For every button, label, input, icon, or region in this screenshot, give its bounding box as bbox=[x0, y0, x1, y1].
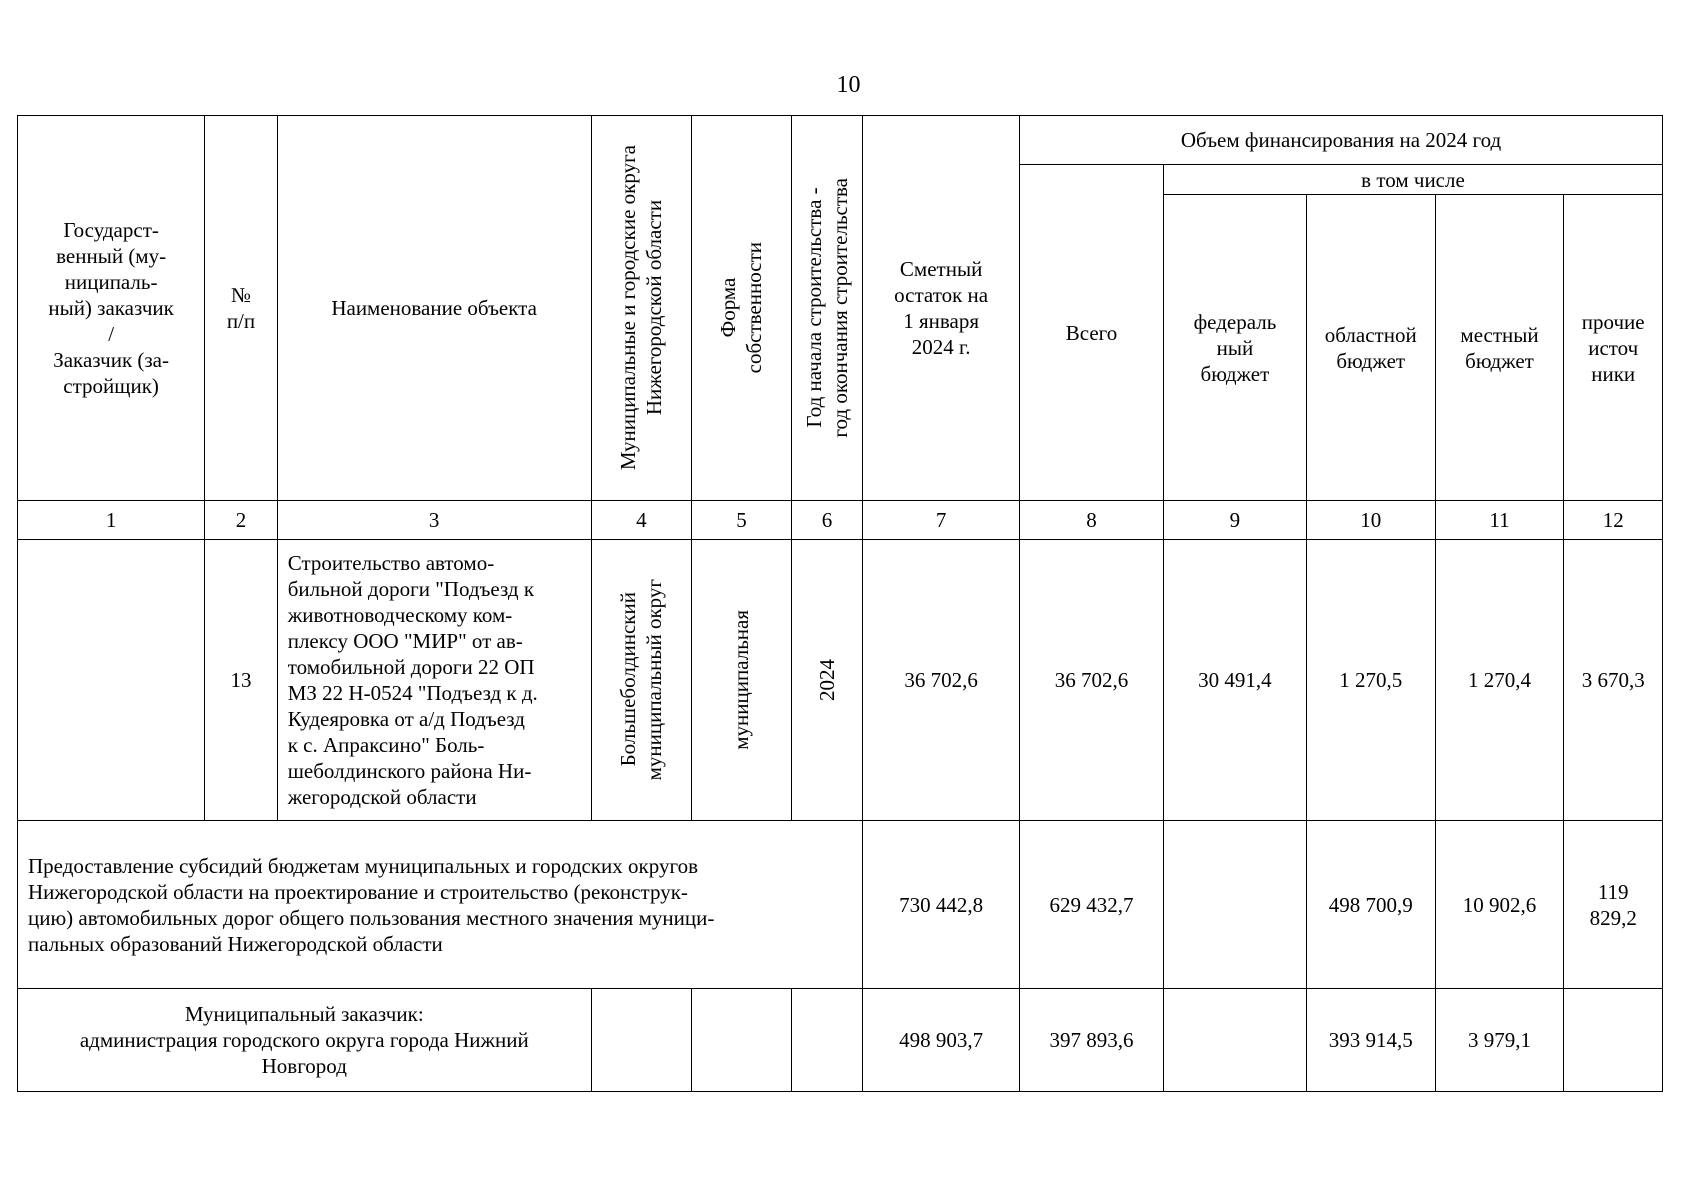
column-number: 1 bbox=[18, 501, 205, 540]
subsidy-estimate: 730 442,8 bbox=[863, 821, 1020, 989]
column-number: 8 bbox=[1020, 501, 1164, 540]
header-regional: областной бюджет bbox=[1306, 195, 1435, 501]
subsidy-total: 629 432,7 bbox=[1020, 821, 1164, 989]
column-number: 5 bbox=[692, 501, 792, 540]
subsidy-label: Предоставление субсидий бюджетам муниципальных и городских округов Нижегородской области на проектирование и строительство (реконструк- цию) автомобильных дорог общего пользования местного значения муници- пальных образований Нижегородской области bbox=[18, 821, 863, 989]
column-number: 3 bbox=[277, 501, 591, 540]
column-number: 4 bbox=[591, 501, 692, 540]
column-number: 6 bbox=[791, 501, 862, 540]
header-number: № п/п bbox=[205, 116, 278, 501]
header-funding-title: Объем финансирования на 2024 год bbox=[1020, 116, 1663, 165]
subsidy-other: 119 829,2 bbox=[1564, 821, 1663, 989]
municipal-empty-cell bbox=[692, 989, 792, 1092]
municipal-federal bbox=[1164, 989, 1307, 1092]
column-number: 11 bbox=[1435, 501, 1564, 540]
object-total: 36 702,6 bbox=[1020, 540, 1164, 821]
object-number: 13 bbox=[205, 540, 278, 821]
header-ownership-text: Форма собственности bbox=[716, 242, 767, 374]
header-object-name: Наименование объекта bbox=[277, 116, 591, 501]
object-local: 1 270,4 bbox=[1435, 540, 1564, 821]
object-estimate: 36 702,6 bbox=[863, 540, 1020, 821]
header-federal: федераль ный бюджет bbox=[1164, 195, 1307, 501]
header-years bbox=[791, 116, 862, 501]
subsidy-regional: 498 700,9 bbox=[1306, 821, 1435, 989]
column-number: 10 bbox=[1306, 501, 1435, 540]
header-estimate-balance: Сметный остаток на 1 января 2024 г. bbox=[863, 116, 1020, 501]
object-district-text: Большеболдинский муниципальный округ bbox=[616, 579, 667, 781]
column-number: 7 bbox=[863, 501, 1020, 540]
object-customer bbox=[18, 540, 205, 821]
municipal-regional: 393 914,5 bbox=[1306, 989, 1435, 1092]
header-years-text: Год начала строительства - год окончания строительства bbox=[801, 178, 852, 438]
header-ownership bbox=[692, 116, 792, 501]
object-federal: 30 491,4 bbox=[1164, 540, 1307, 821]
municipal-local: 3 979,1 bbox=[1435, 989, 1564, 1092]
header-local: местный бюджет bbox=[1435, 195, 1564, 501]
object-years-text: 2024 bbox=[814, 659, 839, 701]
municipal-empty-cell bbox=[791, 989, 862, 1092]
header-districts-text: Муниципальные и городские округа Нижегородской области bbox=[616, 145, 667, 471]
object-row bbox=[18, 540, 1663, 821]
object-district bbox=[591, 540, 692, 821]
subsidy-local: 10 902,6 bbox=[1435, 821, 1564, 989]
column-number: 9 bbox=[1164, 501, 1307, 540]
header-other: прочие источ ники bbox=[1564, 195, 1663, 501]
municipal-customer-label: Муниципальный заказчик: администрация городского округа города Нижний Новгород bbox=[18, 989, 592, 1092]
object-ownership bbox=[692, 540, 792, 821]
subsidy-federal bbox=[1164, 821, 1307, 989]
header-customer: Государст- венный (му- ниципаль- ный) заказчик / Заказчик (за- стройщик) bbox=[18, 116, 205, 501]
municipal-other bbox=[1564, 989, 1663, 1092]
page-number: 10 bbox=[836, 72, 861, 98]
municipal-estimate: 498 903,7 bbox=[863, 989, 1020, 1092]
header-including: в том числе bbox=[1164, 165, 1663, 195]
column-number: 2 bbox=[205, 501, 278, 540]
municipal-empty-cell bbox=[591, 989, 692, 1092]
header-row-1 bbox=[18, 116, 1663, 165]
header-districts bbox=[591, 116, 692, 501]
object-other: 3 670,3 bbox=[1564, 540, 1663, 821]
object-name: Строительство автомо- бильной дороги "Подъезд к животноводческому ком- плексу ООО "МИР" от ав- томобильной дороги 22 ОП МЗ 22 Н-0524 "Подъезд к д. Кудеяровка от а/д Подъезд к с. Апраксино" Боль- шеболдинского района Ни- жегородской области bbox=[277, 540, 591, 821]
financing-table bbox=[17, 115, 1663, 1092]
subsidy-row bbox=[18, 821, 1663, 989]
column-number: 12 bbox=[1564, 501, 1663, 540]
municipal-total: 397 893,6 bbox=[1020, 989, 1164, 1092]
object-years bbox=[791, 540, 862, 821]
column-numbers-row bbox=[18, 501, 1663, 540]
header-total: Всего bbox=[1020, 165, 1164, 501]
object-regional: 1 270,5 bbox=[1306, 540, 1435, 821]
municipal-customer-row bbox=[18, 989, 1663, 1092]
object-ownership-text: муниципальная bbox=[729, 610, 754, 750]
